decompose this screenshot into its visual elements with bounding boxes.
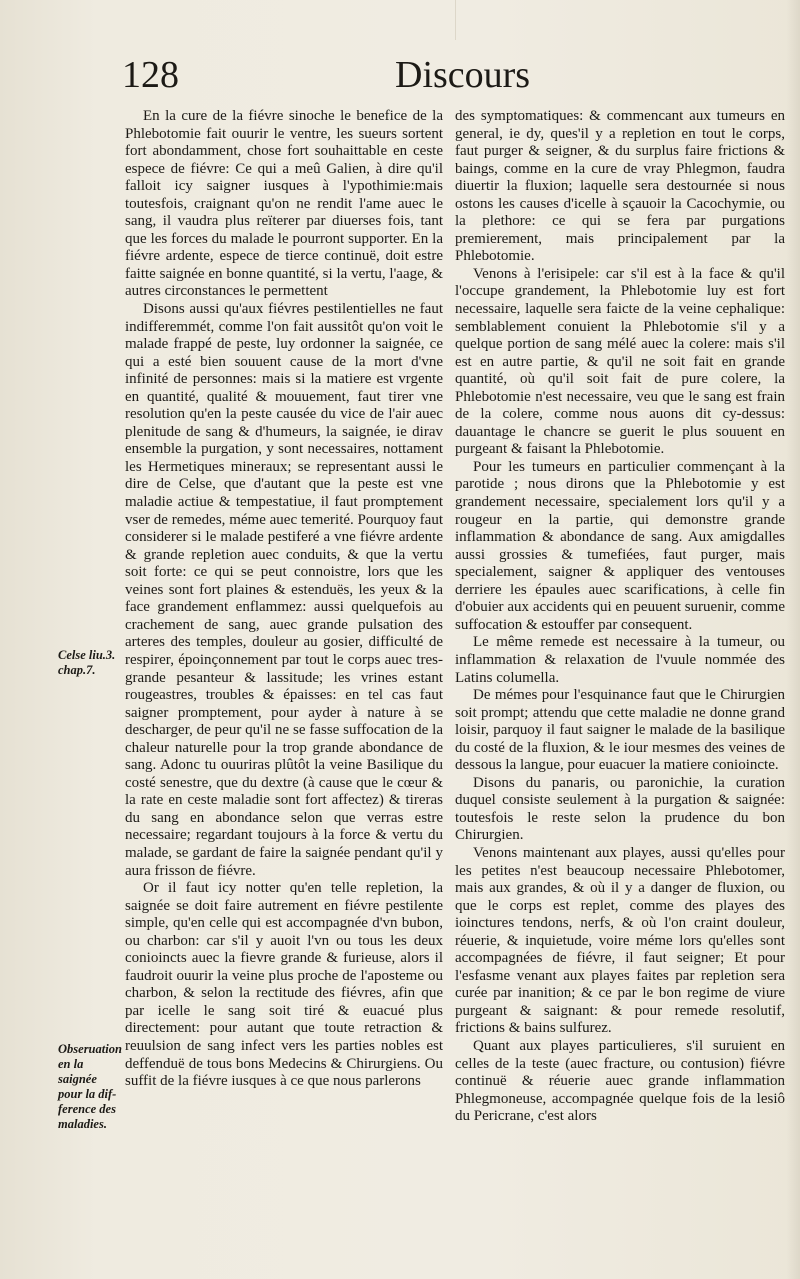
- paragraph: Disons aussi qu'aux fiévres pestilentielles ne faut indifferemmét, comme l'on fait aussitôt qu'on voit le malade frappé de peste, luy ordonner la saignée, ce qui a esté bien souuent cause de la mort d'vne infinité de personnes: mais si la matiere est vrgente en quantité, qualité & mouuement, faut tirer vne resolution qu'en la peste causée du vice de l'air auec plenitude de sang & d'humeurs, la saignée, ie dirav ensemble la purgation, y sont necessaires, nottament les Hermetiques mineraux; se representant aussi le dire de Celse, que d'autant que la peste est vne maladie actiue & tempestatiue, il faut promptement vser de remedes, méme auec temerité. Pourquoy faut considerer si le malade pestiferé a vne fiévre ardente & grande repletion auec conduits, & que la vertu soit forte: ce qui se peut connoistre, lors que les veines sont fort plaines & estenduës, les yeux & la face grandement enflammez: aussi quelquefois au crachement de sang, auec grande pulsation des arteres des temples, douleur au gosier, difficulté de respirer, époinçonnement par tout le corps auec tres-grande pesanteur & lassitude; les vrines estant rougeastres, troubles & épaisses: en tel cas faut saigner promptement, pour ayder à nature à se descharger, de peur qu'il ne se fasse suffocation de la chaleur naturelle pour la trop grande abondance de sang. Adonc tu ouuriras plûtôt la veine Basilique du costé senestre, que du dextre (à cause que le cœur & la rate en ceste maladie sont fort affectez) & tireras du sang en abondance selon que verras estre necessaire; regardant toujours à la force & vertu du malade, se gardant de faire la saignée pendant qu'il y aura frisson de fiévre.: [125, 301, 443, 879]
- page-number: 128: [122, 54, 179, 96]
- margin-note-line: maladies.: [58, 1117, 107, 1131]
- page-edge-shadow: [786, 0, 800, 1279]
- margin-note-observation: [58, 1042, 122, 1132]
- paragraph: Quant aux playes particulieres, s'il suruient en celles de la teste (auec fracture, ou contusion) fiévre continuë & réuerie auec grande inflammation Phlegmoneuse, accompagnée quelque fois de la lesiô du Pericrane, c'est alors: [455, 1037, 785, 1125]
- margin-note-line: ference des: [58, 1102, 116, 1116]
- margin-note-celse: [58, 648, 122, 678]
- paragraph: Pour les tumeurs en particulier commençant à la parotide ; nous dirons que la Phlebotomie y est grandement necessaire, specialement lors qu'il y a rougeur en la partie, qui demonstre grande inflammation & abondance de sang. Aux amigdalles aussi grossies & tumefiées, faut purger, mais specialement, saigner & appliquer des ventouses derriere les épaules auec scarifications, à celle fin d'obuier aux accidents qui en peuuent suruenir, comme suffocation & estouffer par consequent.: [455, 458, 785, 633]
- margin-note-line: pour la dif-: [58, 1087, 117, 1101]
- paragraph: En la cure de la fiévre sinoche le benefice de la Phlebotomie fait ouurir le ventre, les sueurs sortent fort abondamment, chose fort souhaittable en ceste espece de fiévre: Ce qui a meû Galien, à dire qu'il falloit icy saigner iusques à l'ypothimie:mais toutesfois, craignant qu'on ne rendit l'ame auec le sang, il vaudra plus reïterer par diuerses fois, tant que les forces du malade le pourront supporter. En la fiévre ardente, espece de tierce continuë, doit estre faitte saignée en bonne quantité, si la vertu, l'aage, & autres circonstances le permettent: [125, 108, 443, 300]
- paragraph: Le même remede est necessaire à la tumeur, ou inflammation & relaxation de l'vuule nommée des Latins columella.: [455, 634, 785, 686]
- right-text-column: [455, 108, 785, 1126]
- paragraph: Venons à l'erisipele: car s'il est à la face & qu'il l'occupe grandement, la Phlebotomie luy est fort necessaire, laquelle sera faicte de la veine cephalique: semblablement conuient la Phlebotomie s'il y a quelque portion de sang mélé auec la colere: mais s'il est en autre partie, & qu'il ne soit fait en grande quantité, où qu'il soit fait de pure colere, la Phlebotomie n'est necessaire, veu que le sang est frain de la colere, comme nous auons dit cy-dessus: dauantage le chancre se guerit le plus souuent en purgeant & faisant la Phlebotomie.: [455, 265, 785, 458]
- page-header: [0, 55, 800, 105]
- margin-note-line: chap.7.: [58, 663, 96, 677]
- paragraph: Venons maintenant aux playes, aussi qu'elles pour les petites n'est beaucoup necessaire Phlebotomer, mais aux grandes, & où il y a danger de fluxion, ou que le corps est replet, comme des playes des ioinctures tendons, nerfs, & où l'on craint douleur, réuerie, & inquietude, voire méme lors qu'elles sont accompagnées de fiévre, il faut seigner; Et pour l'esfasme venant aux playes faites par repletion sera curée par inanition; & ce par le bon regime de viure purgeant & saignant: & pour remede resolutif, frictions & bains sulfurez.: [455, 844, 785, 1037]
- left-text-column: [125, 108, 443, 1091]
- paragraph: des symptomatiques: & commencant aux tumeurs en general, ie dy, ques'il y a repletion en tout le corps, faut purger & seigner, & du surplus faire frictions & baings, comme en la cure de vray Phlegmon, faudra diuertir la fluxion; laquelle sera destournée si nous ostons les causes d'icelle à sçauoir la Cacochymie, ou la plethore: ce qui se fera par purgations premierement, mais principalement par la Phlebotomie.: [455, 108, 785, 265]
- paragraph: De mémes pour l'esquinance faut que le Chirurgien soit prompt; attendu que cette maladie ne donne grand loisir, parquoy il faut saigner le malade de la basilique du costé de la fluxion, & le iour mesmes des veines de dessous la langue, pour euacuer la matiere conioincte.: [455, 687, 785, 774]
- margin-note-line: en la saignée: [58, 1057, 97, 1086]
- margin-note-line: Celse liu.3.: [58, 648, 116, 662]
- margin-note-line: Obseruation: [58, 1042, 122, 1056]
- paragraph: Or il faut icy notter qu'en telle repletion, la saignée se doit faire autrement en fiévre pestilente simple, qu'en celle qui est accompagnée d'vn bubon, ou charbon: car s'il y auoit l'vn ou tous les deux conioincts auec la fievre grande & furieuse, alors il faudroit ouurir la veine plus proche de l'aposteme ou charbon, & selon la rectitude des fiévres, afin que par icelle le sang soit tiré & euacué plus directement: pour autant que toute retraction & reuulsion de sang infect vers les parties nobles est deffenduë de tous bons Medecins & Chirurgiens. Ou suffit de la fiévre iusques à ce que nous parlerons: [125, 880, 443, 1090]
- page-crease: [455, 0, 536, 40]
- paragraph: Disons du panaris, ou paronichie, la curation duquel consiste seulement à la purgation & saignée: toutesfois le reste selon la prudence du bon Chirurgien.: [455, 774, 785, 844]
- running-title: Discours: [395, 54, 531, 96]
